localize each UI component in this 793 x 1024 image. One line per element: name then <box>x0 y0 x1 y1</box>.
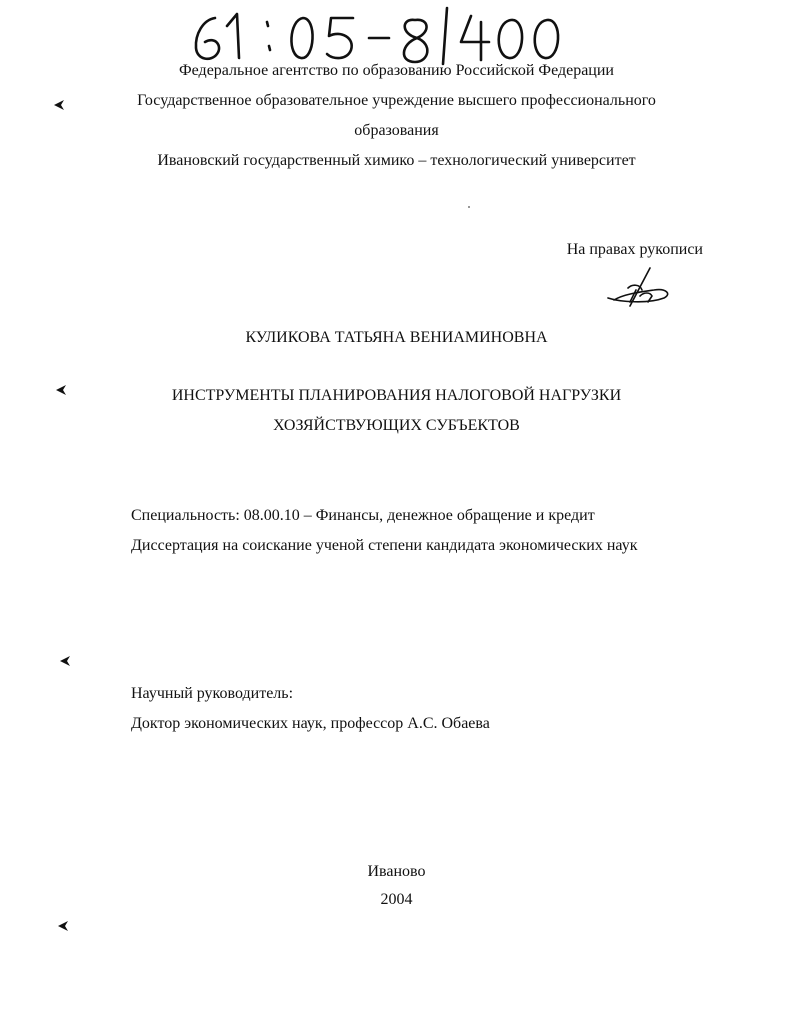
supervisor-name: Доктор экономических наук, профессор А.С. Обаева <box>131 715 490 732</box>
thesis-title-line1: ИНСТРУМЕНТЫ ПЛАНИРОВАНИЯ НАЛОГОВОЙ НАГРУЗКИ <box>171 387 622 404</box>
city: Иваново <box>367 863 426 880</box>
thesis-title-line2: ХОЗЯЙСТВУЮЩИХ СУБЪЕКТОВ <box>273 417 520 434</box>
institution-name-line1: Государственное образовательное учреждение высшего профессионального <box>137 92 656 109</box>
scan-speck <box>468 206 470 208</box>
university-name: Ивановский государственный химико – технологический университет <box>157 152 636 169</box>
rights-note: На правах рукописи <box>566 241 703 258</box>
author-name: КУЛИКОВА ТАТЬЯНА ВЕНИАМИНОВНА <box>245 329 548 346</box>
handwritten-archive-number <box>185 4 565 66</box>
binder-mark-icon <box>56 919 70 933</box>
author-signature <box>600 266 672 310</box>
degree-line: Диссертация на соискание ученой степени кандидата экономических наук <box>131 537 638 554</box>
binder-mark-icon <box>54 383 68 397</box>
specialty-line: Специальность: 08.00.10 – Финансы, денежное обращение и кредит <box>131 507 595 524</box>
binder-mark-icon <box>58 654 72 668</box>
supervisor-label: Научный руководитель: <box>131 685 294 702</box>
institution-name-line2: образования <box>354 122 439 139</box>
agency-name: Федеральное агентство по образованию Российской Федерации <box>179 62 614 79</box>
year: 2004 <box>380 891 413 908</box>
binder-mark-icon <box>52 98 66 112</box>
